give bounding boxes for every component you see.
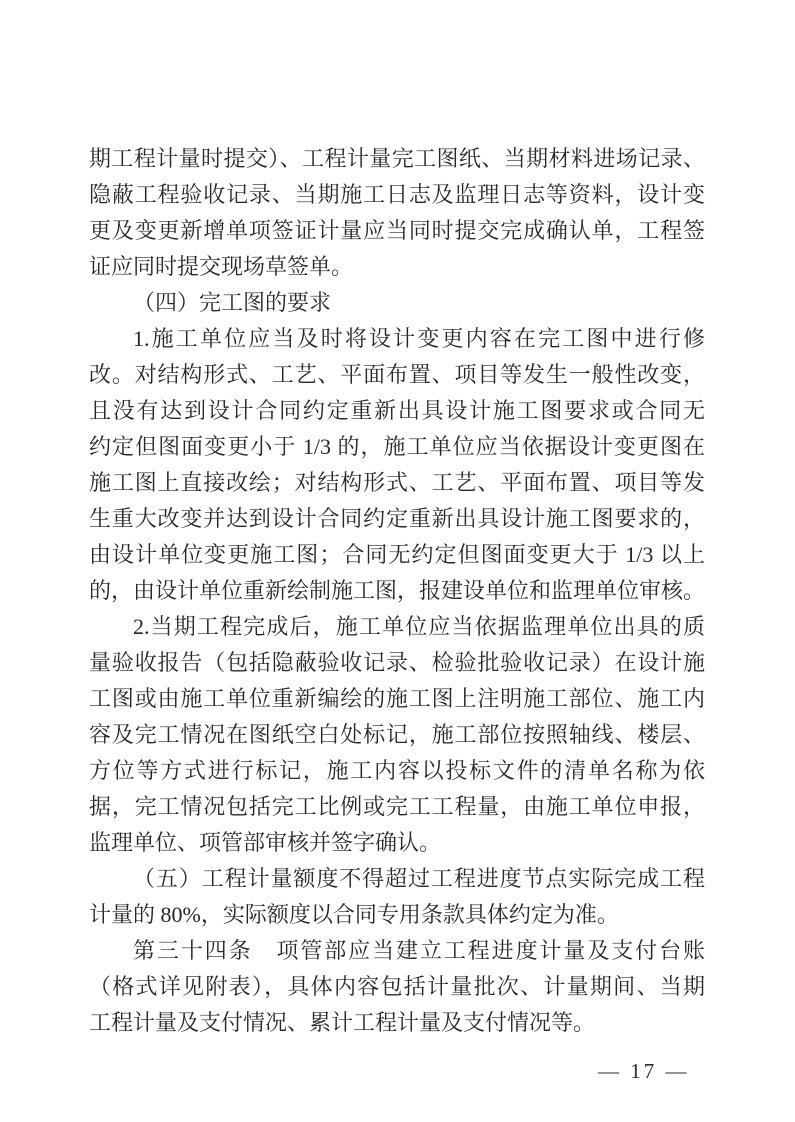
text-line: 监理单位、项管部审核并签字确认。 bbox=[89, 830, 442, 855]
text-line: 约定但图面变更小于 1/3 的，施工单位应当依据设计变更图在 bbox=[89, 434, 705, 459]
text-line: 证应同时提交现场草签单。 bbox=[89, 254, 354, 279]
text-line: 改。对结构形式、工艺、平面布置、项目等发生一般性改变， bbox=[89, 362, 705, 387]
text-line: （格式详见附表），具体内容包括计量批次、计量期间、当期 bbox=[89, 974, 705, 999]
text-line: 且没有达到设计合同约定重新出具设计施工图要求或合同无 bbox=[89, 398, 705, 423]
text-line: 2.当期工程完成后，施工单位应当依据监理单位出具的质 bbox=[133, 614, 705, 639]
text-line: 更及变更新增单项签证计量应当同时提交完成确认单，工程签 bbox=[89, 218, 705, 243]
document-body-text bbox=[89, 141, 705, 1041]
text-line: 工程计量及支付情况、累计工程计量及支付情况等。 bbox=[89, 1010, 596, 1035]
text-line: 施工图上直接改绘；对结构形式、工艺、平面布置、项目等发 bbox=[89, 470, 705, 495]
page-number: — 17 — bbox=[598, 1059, 690, 1083]
text-line: 计量的 80%，实际额度以合同专用条款具体约定为准。 bbox=[89, 902, 619, 927]
text-line: 生重大改变并达到设计合同约定重新出具设计施工图要求的， bbox=[89, 506, 705, 531]
text-line: 的，由设计单位重新绘制施工图，报建设单位和监理单位审核。 bbox=[89, 578, 706, 603]
text-line: 由设计单位变更施工图；合同无约定但图面变更大于 1/3 以上 bbox=[89, 542, 705, 567]
text-line: 量验收报告（包括隐蔽验收记录、检验批验收记录）在设计施 bbox=[89, 650, 705, 675]
text-line: 工图或由施工单位重新编绘的施工图上注明施工部位、施工内 bbox=[89, 686, 705, 711]
text-line: （四）完工图的要求 bbox=[133, 290, 332, 315]
text-line: 第三十四条 项管部应当建立工程进度计量及支付台账 bbox=[133, 938, 705, 963]
text-line: 1.施工单位应当及时将设计变更内容在完工图中进行修 bbox=[133, 326, 705, 351]
text-line: 期工程计量时提交）、工程计量完工图纸、当期材料进场记录、 bbox=[89, 146, 705, 171]
text-line: （五）工程计量额度不得超过工程进度节点实际完成工程 bbox=[133, 866, 705, 891]
text-line: 隐蔽工程验收记录、当期施工日志及监理日志等资料，设计变 bbox=[89, 182, 705, 207]
text-line: 容及完工情况在图纸空白处标记，施工部位按照轴线、楼层、 bbox=[89, 722, 705, 747]
text-line: 据，完工情况包括完工比例或完工工程量，由施工单位申报， bbox=[89, 794, 705, 819]
text-line: 方位等方式进行标记，施工内容以投标文件的清单名称为依 bbox=[89, 758, 705, 783]
